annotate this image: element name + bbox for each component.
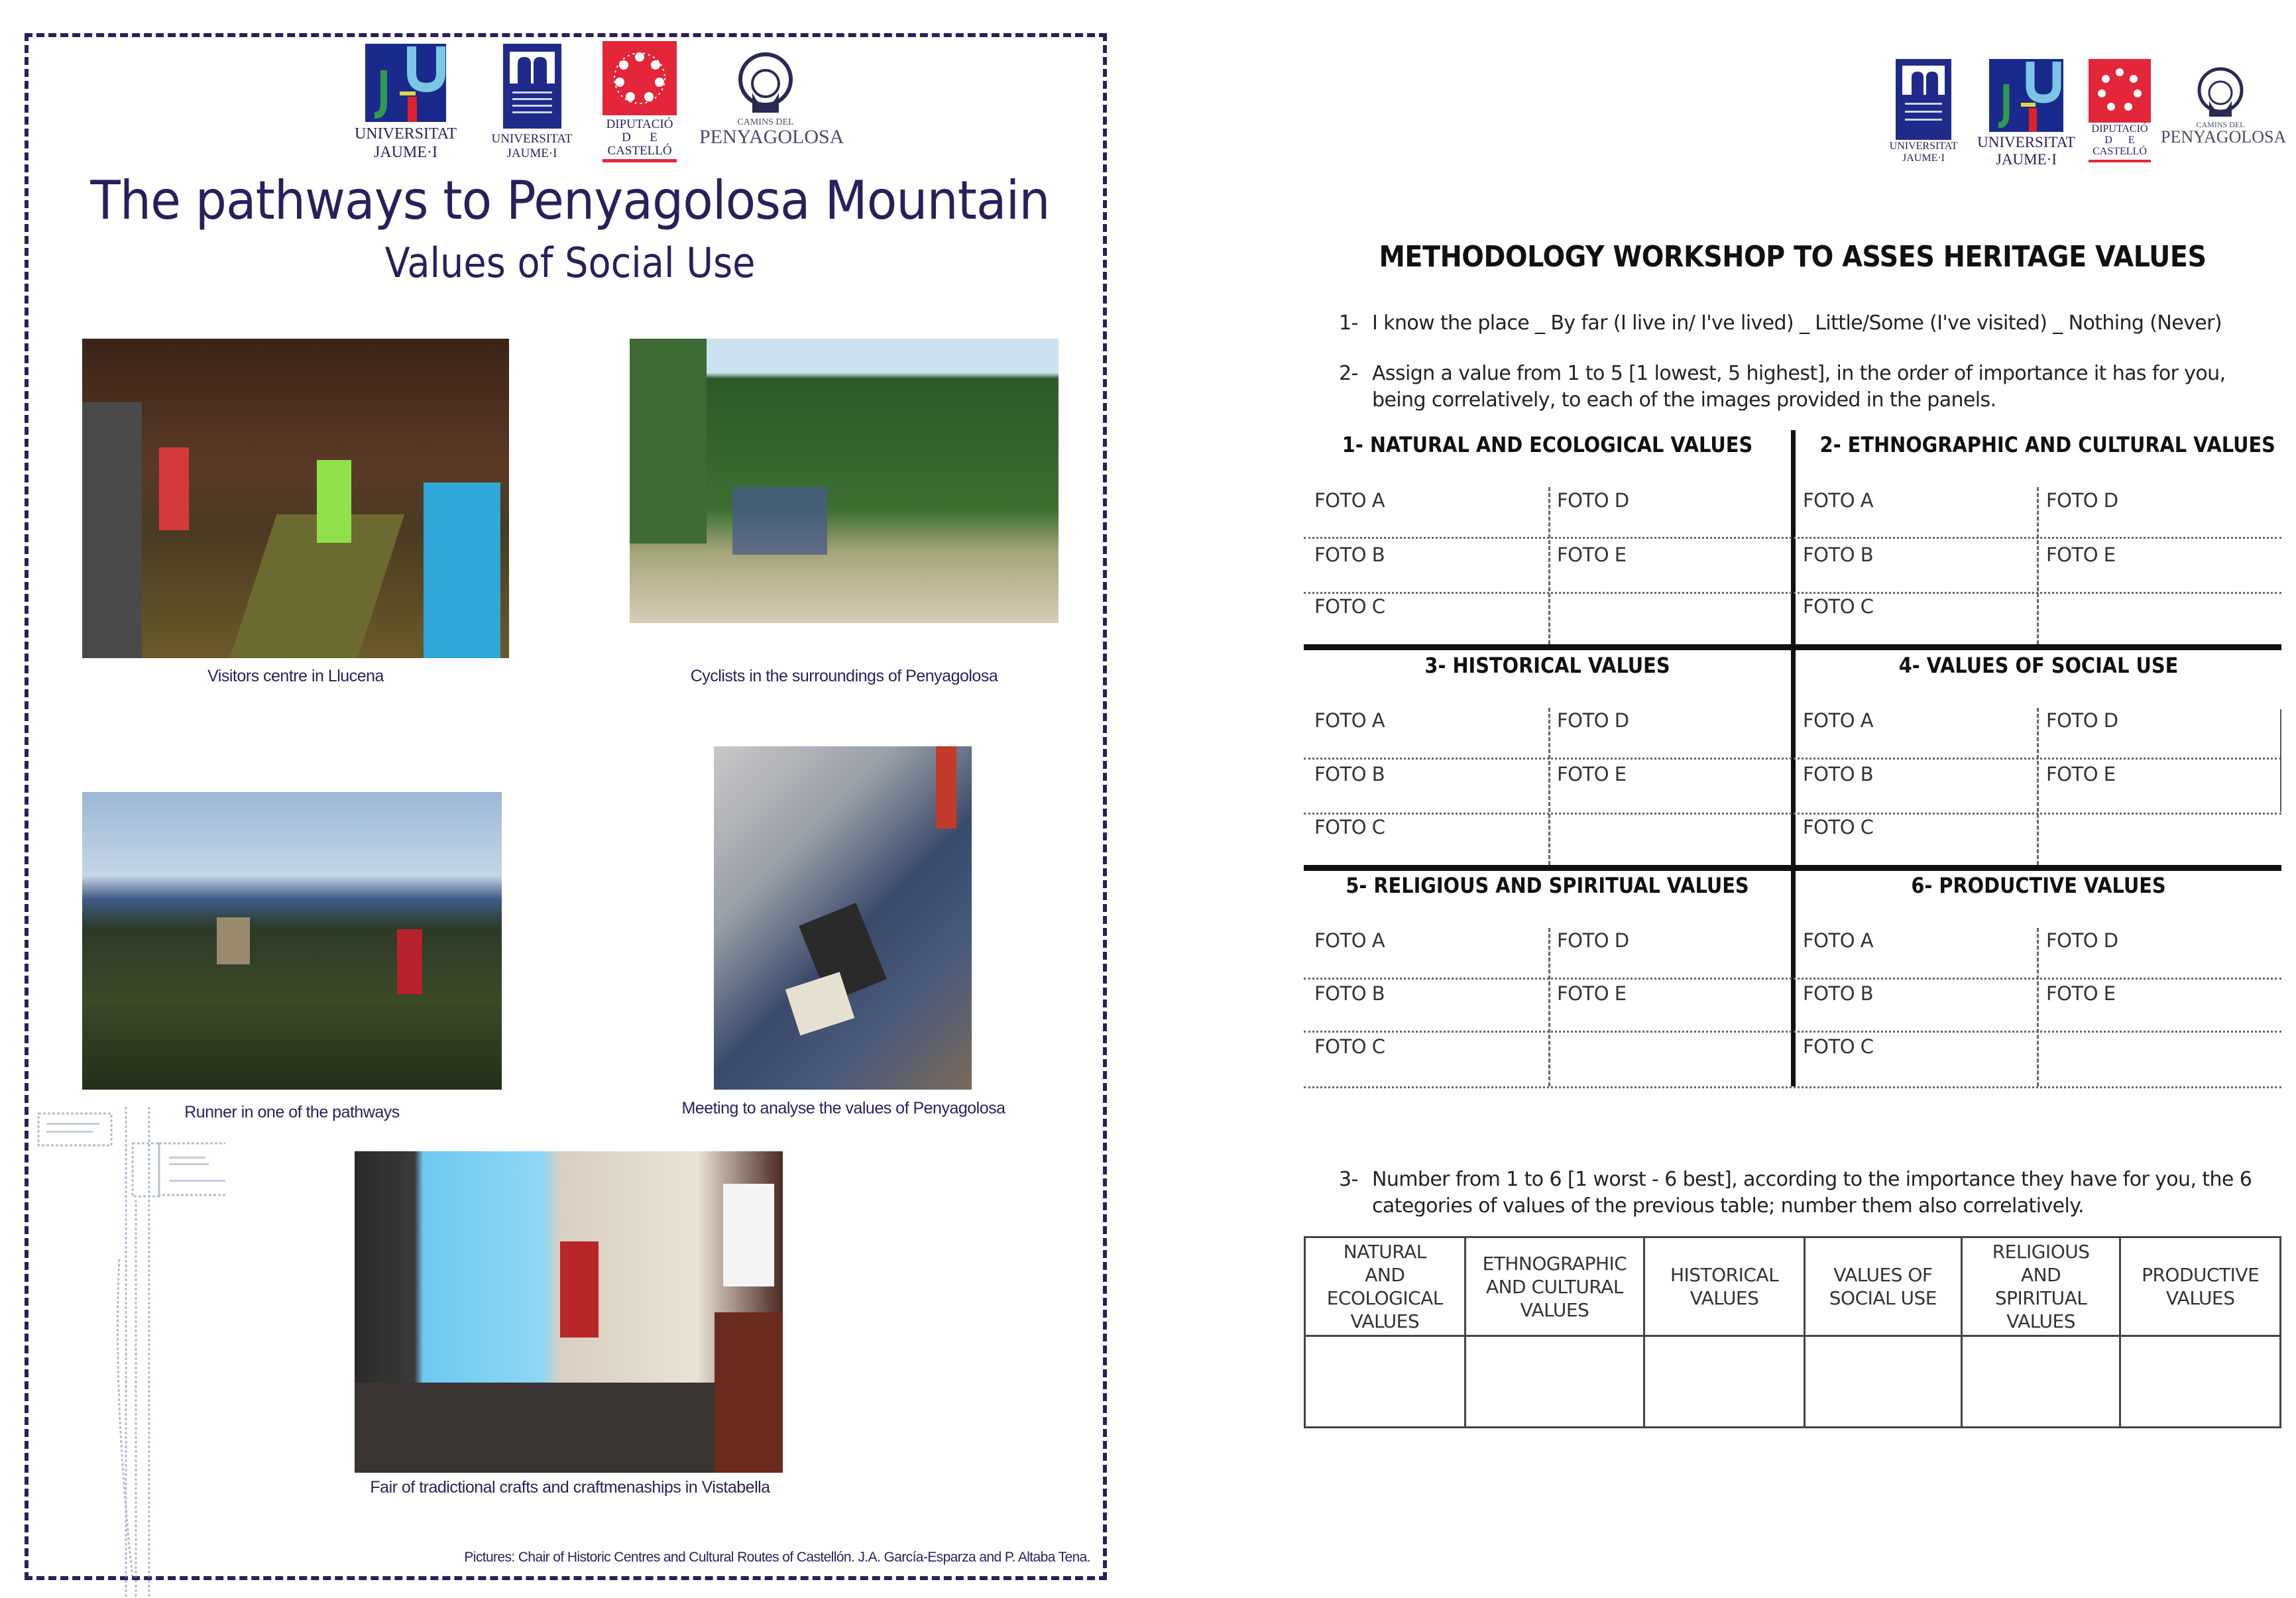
logo-diputacio-line2: D E [622,131,658,144]
photo-visitors-centre [82,339,509,658]
form-logo-3-line1: DIPUTACIÓ [2091,123,2148,135]
row-separator [1304,978,2281,980]
logo-diputacio [601,41,679,167]
signpost-sketch-icon [27,1094,225,1598]
s4-foto-c[interactable]: FOTO C [1803,816,1874,838]
s5-foto-b[interactable]: FOTO B [1314,982,1385,1005]
question-2-line1: Assign a value from 1 to 5 [1 lowest, 5 highest], in the order of importance it has for you, [1372,362,2226,385]
row-separator [1304,1086,2281,1088]
caption-photo-5: Fair of tradictional crafts and craftmenaships in Vistabella [370,1478,770,1497]
poster-title: The pathways to Penyagolosa Mountain [90,170,1050,231]
s5-foto-d[interactable]: FOTO D [1557,929,1629,952]
column-separator [2037,487,2039,644]
s4-foto-e[interactable]: FOTO E [2046,763,2116,785]
ranking-header-productive: PRODUCTIVE VALUES [2120,1237,2281,1336]
column-separator [2037,928,2039,1086]
form-logo-2-line2: JAUME·I [1996,151,2057,168]
diputacio-emblem-icon [2089,59,2151,123]
logo-uji-1 [346,44,465,170]
photo-runner [82,792,502,1090]
s4-foto-a[interactable]: FOTO A [1803,709,1874,732]
grid-section-divider-1 [1304,644,2281,650]
form-logo-uji-aqueduct [1884,59,1963,165]
logo-camins-line2: PENYAGOLOSA [699,126,844,148]
form-logo-diputacio [2087,59,2153,165]
caption-photo-3: Runner in one of the pathways [184,1103,400,1121]
logo-uji-2-line2: JAUME·I [506,146,557,160]
s2-foto-c[interactable]: FOTO C [1803,595,1874,618]
section-header-ethnographic: 2- ETHNOGRAPHIC AND CULTURAL VALUES [1819,432,2275,457]
photo-credit: Pictures: Chair of Historic Centres and Cultural Routes of Castellón. J.A. García-Esparza and P. Altaba Tena. [464,1550,1090,1565]
question-1 [1339,312,2280,338]
logo-diputacio-line3: CASTELLÓ [607,144,672,158]
column-separator [1548,928,1550,1086]
logo-uji-1-line1: UNIVERSITAT [354,125,457,143]
s1-foto-b[interactable]: FOTO B [1314,543,1385,566]
row-separator [1304,1031,2281,1033]
s2-foto-d[interactable]: FOTO D [2046,489,2118,512]
column-separator [1548,487,1550,644]
s6-foto-d[interactable]: FOTO D [2046,929,2118,952]
ranking-cell-productive[interactable] [2120,1336,2281,1428]
s3-foto-d[interactable]: FOTO D [1557,709,1629,732]
form-logo-3-line2: D E [2104,135,2135,146]
row-separator [1304,758,2281,760]
uji-emblem-icon [365,44,446,122]
ranking-header-ethnographic: ETHNOGRAPHIC AND CULTURAL VALUES [1465,1237,1644,1336]
s3-foto-c[interactable]: FOTO C [1314,816,1385,838]
ranking-header-row [1305,1237,2281,1336]
ranking-header-natural: NATURAL AND ECOLOGICAL VALUES [1305,1237,1465,1336]
section-header-productive: 6- PRODUCTIVE VALUES [1911,873,2166,898]
form-logo-camins-penyagolosa [2161,66,2287,159]
photo-cyclists [630,339,1059,623]
s3-foto-e[interactable]: FOTO E [1557,763,1627,785]
form-title: METHODOLOGY WORKSHOP TO ASSES HERITAGE VALUES [1379,240,2207,274]
section-header-natural: 1- NATURAL AND ECOLOGICAL VALUES [1342,432,1753,457]
row-separator [1304,813,2281,815]
s1-foto-d[interactable]: FOTO D [1557,489,1629,512]
ranking-cell-social-use[interactable] [1804,1336,1961,1428]
s6-foto-b[interactable]: FOTO B [1803,982,1874,1005]
s4-foto-b[interactable]: FOTO B [1803,763,1874,785]
s5-foto-a[interactable]: FOTO A [1314,929,1385,952]
ranking-header-religious: RELIGIOUS AND SPIRITUAL VALUES [1961,1237,2120,1336]
form-logo-uji [1970,59,2083,168]
caption-photo-2: Cyclists in the surroundings of Penyagolosa [690,667,998,685]
form-logo-4-line1: CAMINS DEL [2196,120,2245,129]
s6-foto-a[interactable]: FOTO A [1803,929,1874,952]
s1-foto-e[interactable]: FOTO E [1557,543,1627,566]
logo-camins-penyagolosa [699,52,844,158]
ranking-header-social-use: VALUES OF SOCIAL USE [1804,1237,1961,1336]
question-3 [1339,1168,2280,1227]
logo-diputacio-line1: DIPUTACIÓ [606,117,673,131]
uji-emblem-icon [1989,59,2063,132]
uji-aqueduct-icon [503,44,561,129]
question-2-number: 2- [1339,362,1358,385]
logo-uji-2-line1: UNIVERSITAT [491,132,573,146]
caption-photo-4: Meeting to analyse the values of Penyagolosa [681,1099,1005,1117]
s4-foto-d[interactable]: FOTO D [2046,709,2118,732]
s6-foto-c[interactable]: FOTO C [1803,1035,1874,1058]
question-3-number: 3- [1339,1168,1358,1191]
section-header-social-use: 4- VALUES OF SOCIAL USE [1898,653,2179,678]
logo-uji-1-line2: JAUME·I [374,144,437,161]
ranking-header-historical: HISTORICAL VALUES [1644,1237,1805,1336]
penyagolosa-emblem-icon [2192,66,2249,126]
ranking-cell-religious[interactable] [1961,1336,2120,1428]
ranking-cell-natural[interactable] [1305,1336,1465,1428]
s3-foto-b[interactable]: FOTO B [1314,763,1385,785]
poster-subtitle: Values of Social Use [384,239,756,287]
s2-foto-b[interactable]: FOTO B [1803,543,1874,566]
uji-aqueduct-icon [1896,59,1951,140]
question-3-line1: Number from 1 to 6 [1 worst - 6 best], according to the importance they have for you, the 6 [1372,1168,2252,1191]
s2-foto-e[interactable]: FOTO E [2046,543,2116,566]
ranking-cell-historical[interactable] [1644,1336,1805,1428]
caption-photo-1: Visitors centre in Llucena [207,667,384,685]
question-1-text: I know the place _ By far (I live in/ I've lived) _ Little/Some (I've visited) _ Nothing (Never) [1372,312,2222,335]
diputacio-underline [2089,160,2151,162]
row-separator [1304,537,2281,539]
diputacio-underline [603,159,677,162]
question-2-line2: being correlatively, to each of the images provided in the panels. [1372,388,1996,412]
form-logo-3-line3: CASTELLÓ [2093,146,2147,157]
ranking-table [1304,1236,2281,1428]
s1-foto-a[interactable]: FOTO A [1314,489,1385,512]
row-separator [1304,592,2281,594]
form-logo-4-line2: PENYAGOLOSA [2161,127,2287,146]
penyagolosa-emblem-icon [732,52,799,125]
diputacio-emblem-icon [603,41,677,115]
grid-section-divider-2 [1304,865,2281,871]
column-separator [2037,708,2039,865]
ranking-cell-ethnographic[interactable] [1465,1336,1644,1428]
section-header-religious: 5- RELIGIOUS AND SPIRITUAL VALUES [1346,873,1749,898]
form-logo-1-line2: JAUME·I [1902,152,1945,164]
s5-foto-c[interactable]: FOTO C [1314,1035,1385,1058]
question-3-line2: categories of values of the previous table; number them also correlatively. [1372,1194,2085,1218]
form-logo-1-line1: UNIVERSITAT [1889,141,1958,152]
s2-foto-a[interactable]: FOTO A [1803,489,1874,512]
s5-foto-e[interactable]: FOTO E [1557,982,1627,1005]
photo-fair-vistabella [355,1151,783,1473]
section-header-historical: 3- HISTORICAL VALUES [1424,653,1670,678]
logo-uji-2 [484,44,580,170]
column-separator [1548,708,1550,865]
question-2 [1339,362,2280,422]
photo-meeting [714,746,972,1090]
s3-foto-a[interactable]: FOTO A [1314,709,1385,732]
question-1-number: 1- [1339,312,1358,335]
ranking-value-row [1305,1336,2281,1428]
social-use-right-edge [2280,709,2281,812]
s1-foto-c[interactable]: FOTO C [1314,595,1385,618]
logo-camins-line1: CAMINS DEL [737,117,794,127]
form-logo-2-line1: UNIVERSITAT [1977,134,2075,150]
s6-foto-e[interactable]: FOTO E [2046,982,2116,1005]
